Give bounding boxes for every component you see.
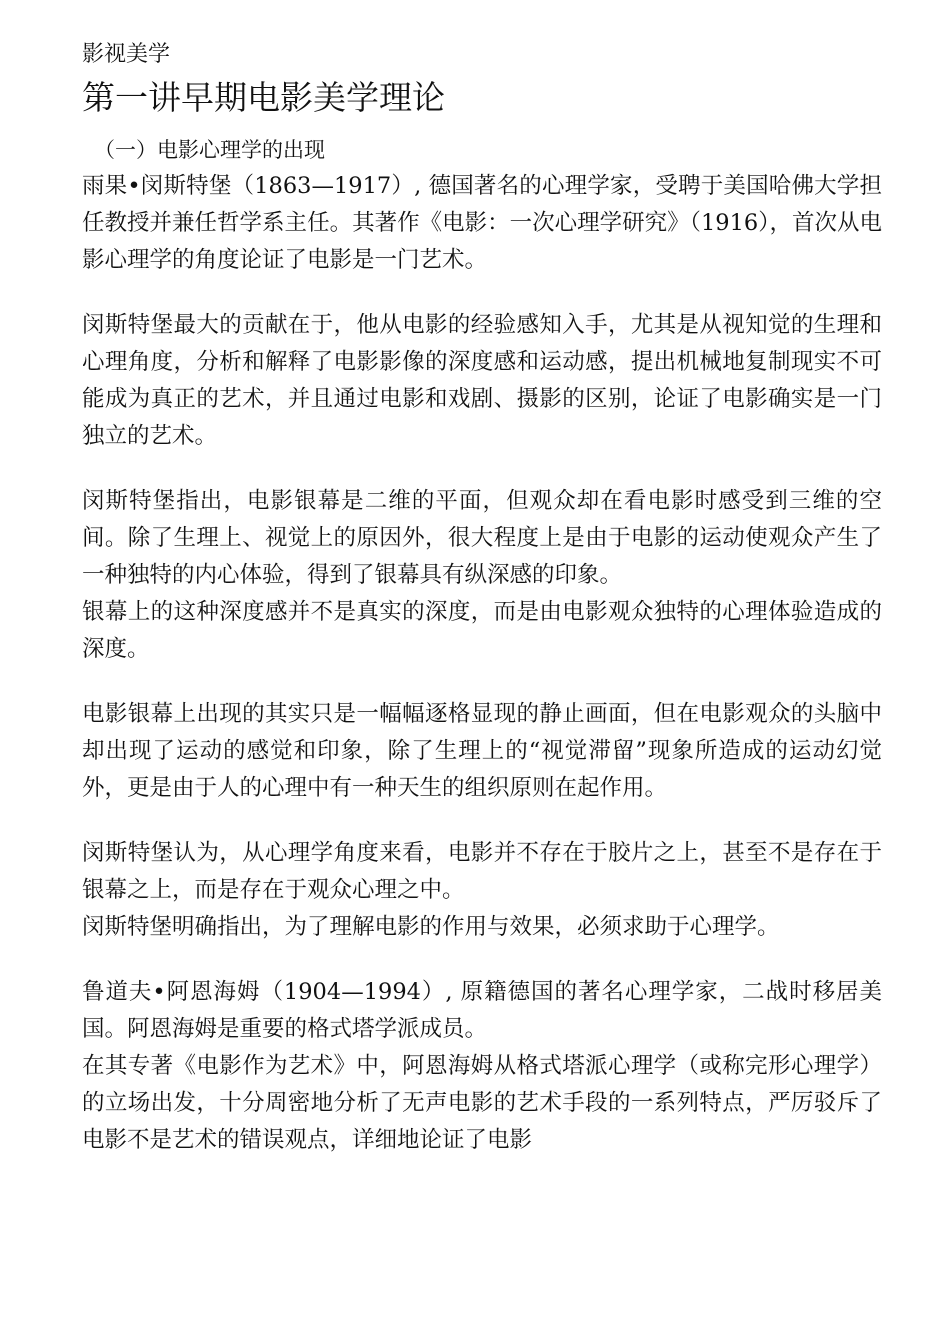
paragraph-film-as-art: 在其专著《电影作为艺术》中，阿恩海姆从格式塔派心理学（或称完形心理学）的立场出发，十分周密地分析了无声电影的艺术手段的一系列特点，严厉驳斥了电影不是艺术的错误观点，详细地论证了电影 bbox=[82, 1053, 882, 1153]
paragraph-film-in-mind: 闵斯特堡认为，从心理学角度来看，电影并不存在于胶片之上，甚至不是存在于银幕之上，而是存在于观众心理之中。 bbox=[82, 840, 882, 903]
paragraph-arnheim-intro: 鲁道夫•阿恩海姆（1904—1994）, 原籍德国的著名心理学家，二战时移居美国。阿恩海姆是重要的格式塔学派成员。 bbox=[82, 979, 882, 1042]
document-page bbox=[82, 38, 882, 1159]
paragraph-motion-perception: 电影银幕上出现的其实只是一幅幅逐格显现的静止画面，但在电影观众的头脑中却出现了运动的感觉和印象，除了生理上的“视觉滞留”现象所造成的运动幻觉外，更是由于人的心理中有一种天生的组织原则在起作用。 bbox=[82, 701, 882, 801]
paragraph-psychology-needed: 闵斯特堡明确指出，为了理解电影的作用与效果，必须求助于心理学。 bbox=[82, 914, 780, 940]
course-name: 影视美学 bbox=[82, 42, 171, 67]
paragraph-munsterberg-contribution: 闵斯特堡最大的贡献在于，他从电影的经验感知入手，尤其是从视知觉的生理和心理角度，分析和解释了电影影像的深度感和运动感，提出机械地复制现实不可能成为真正的艺术，并且通过电影和戏剧、摄影的区别，论证了电影确实是一门独立的艺术。 bbox=[82, 312, 882, 449]
section-heading: （一）电影心理学的出现 bbox=[94, 138, 325, 162]
paragraph-depth-perception: 闵斯特堡指出，电影银幕是二维的平面，但观众却在看电影时感受到三维的空间。除了生理上、视觉上的原因外，很大程度上是由于电影的运动使观众产生了一种独特的内心体验，得到了银幕具有纵深感的印象。 bbox=[82, 488, 882, 588]
paragraph-munsterberg-intro: 雨果•闵斯特堡（1863—1917）, 德国著名的心理学家，受聘于美国哈佛大学担任教授并兼任哲学系主任。其著作《电影：一次心理学研究》（1916），首次从电影心理学的角度论证了电影是一门艺术。 bbox=[82, 173, 882, 273]
lecture-title: 第一讲早期电影美学理论 bbox=[82, 78, 445, 117]
paragraph-depth-illusion: 银幕上的这种深度感并不是真实的深度，而是由电影观众独特的心理体验造成的深度。 bbox=[82, 599, 882, 662]
